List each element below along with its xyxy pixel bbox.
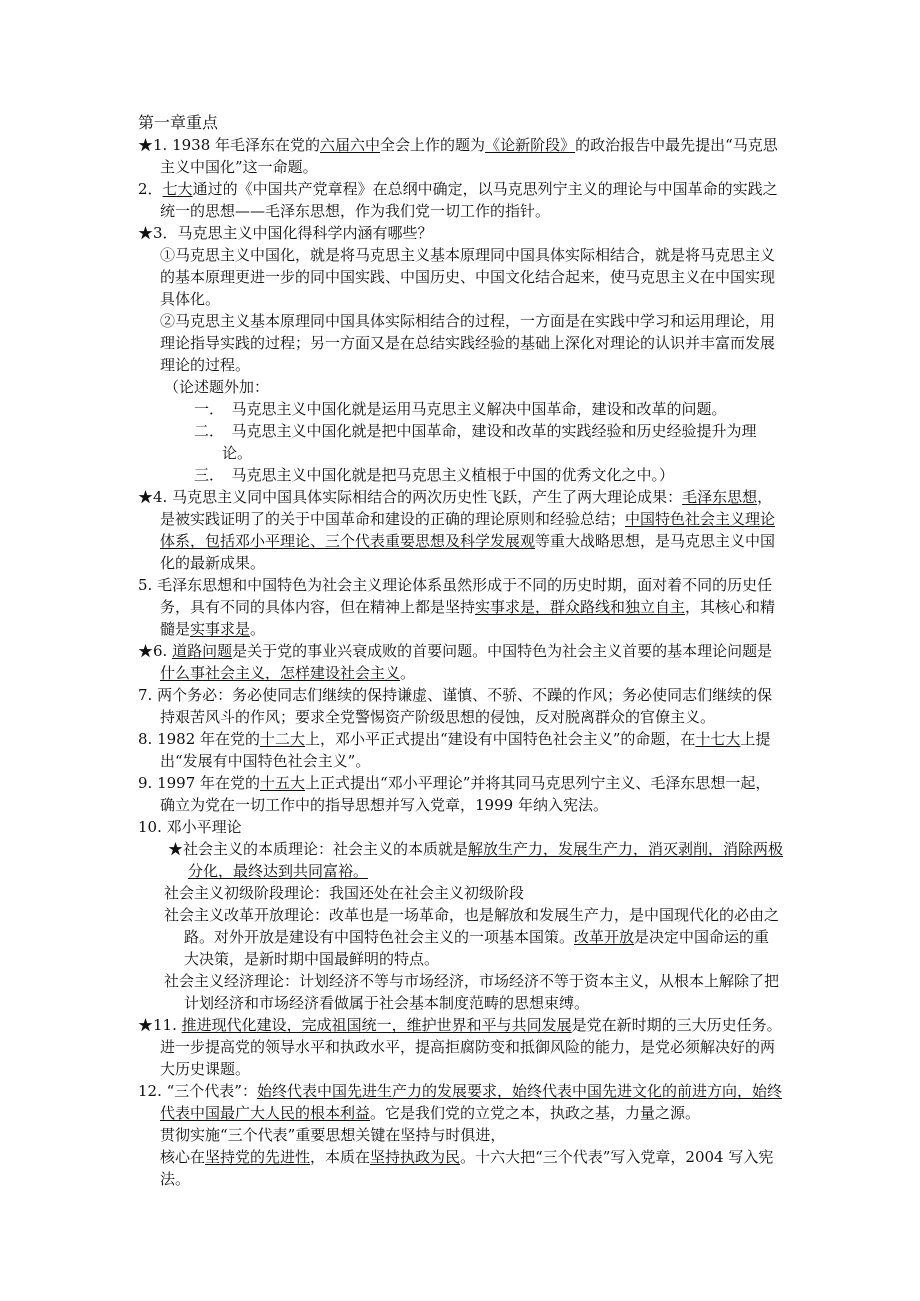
item-5: 5. 毛泽东思想和中国特色为社会主义理论体系虽然形成于不同的历史时期，面对着不同的历史任务，具有不同的具体内容，但在精神上都是坚持实事求是，群众路线和独立自主，其核心和精髓是实事求是。: [138, 576, 776, 638]
item-3-point-1: ①马克思主义中国化，就是将马克思主义基本原理同中国具体实际相结合，就是将马克思主义的基本原理更进一步的同中国实践、中国历史、中国文化结合起来，使马克思主义在中国实现具体化。: [160, 246, 776, 308]
item-9: 9. 1997 年在党的十五大上正式提出“邓小平理论”并将其同马克思列宁主义、毛泽东思想一起，确立为党在一切工作中的指导思想并写入党章，1999 年纳入宪法。: [138, 774, 771, 814]
item-3-point-2: ②马克思主义基本原理同中国具体实际相结合的过程，一方面是在实践中学习和运用理论，用理论指导实践的过程；另一方面又是在总结实践经验的基础上深化对理论的认识并丰富而发展理论的过程。: [160, 312, 776, 374]
document-body: [138, 112, 784, 1190]
item-12: 12. “三个代表”：始终代表中国先进生产力的发展要求，始终代表中国先进文化的前进方向，始终代表中国最广大人民的根本利益。它是我们党的立党之本，执政之基，力量之源。: [138, 1082, 782, 1122]
item-10-primary-stage-theory: 社会主义初级阶段理论：我国还处在社会主义初级阶段: [164, 884, 525, 902]
item-1: ★1. 1938 年毛泽东在党的六届六中全会上作的题为《论新阶段》的政治报告中最先提出“马克思主义中国化”这一命题。: [138, 136, 778, 176]
item-3-essay-b: 二． 马克思主义中国化就是把中国革命，建设和改革的实践经验和历史经验提升为理论。: [194, 422, 757, 462]
item-10-reform-theory: 社会主义改革开放理论：改革也是一场革命，也是解放和发展生产力，是中国现代化的必由之路。对外开放是建设有中国特色社会主义的一项基本国策。改革开放是决定中国命运的重大决策，是新时期中国最鲜明的特点。: [164, 906, 780, 968]
item-7: 7. 两个务必：务必使同志们继续的保持谦虚、谨慎、不骄、不躁的作风；务必使同志们继续的保持艰苦风斗的作风；要求全党警惕资产阶级思想的侵蚀，反对脱离群众的官僚主义。: [138, 686, 773, 726]
item-3-heading: ★3．马克思主义中国化得科学内涵有哪些？: [138, 224, 433, 242]
item-12-core: 核心在坚持党的先进性，本质在坚持执政为民。十六大把“三个代表”写入党章，2004 写入宪法。: [160, 1148, 774, 1188]
item-2: 2．七大通过的《中国共产党章程》在总纲中确定，以马克思列宁主义的理论与中国革命的实践之统一的思想——毛泽东思想，作为我们党一切工作的指针。: [138, 180, 778, 220]
item-4: ★4. 马克思主义同中国具体实际相结合的两次历史性飞跃，产生了两大理论成果：毛泽东思想，是被实践证明了的关于中国革命和建设的正确的理论原则和经验总结；中国特色社会主义理论体系，包括邓小平理论、三个代表重要思想及科学发展观等重大战略思想，是马克思主义中国化的最新成果。: [138, 488, 776, 572]
item-3-essay-a: 一． 马克思主义中国化就是运用马克思主义解决中国革命，建设和改革的问题。: [194, 400, 727, 418]
item-3-essay-note: （论述题外加：: [164, 378, 270, 396]
chapter-title: 第一章重点: [138, 113, 219, 132]
item-10-economy-theory: 社会主义经济理论：计划经济不等与市场经济，市场经济不等于资本主义，从根本上解除了把计划经济和市场经济看做属于社会基本制度范畴的思想束缚。: [164, 972, 780, 1012]
item-3-essay-c: 三． 马克思主义中国化就是把马克思主义植根于中国的优秀文化之中。）: [194, 466, 675, 484]
item-10-heading: 10. 邓小平理论: [138, 818, 242, 836]
item-11: ★11. 推进现代化建设，完成祖国统一，维护世界和平与共同发展是党在新时期的三大历史任务。进一步提高党的领导水平和执政水平，提高拒腐防变和抵御风险的能力，是党必须解决好的两大历史课题。: [138, 1016, 782, 1078]
item-6: ★6. 道路问题是关于党的事业兴衰成败的首要问题。中国特色为社会主义首要的基本理论问题是什么事社会主义，怎样建设社会主义。: [138, 642, 773, 682]
item-8: 8. 1982 年在党的十二大上，邓小平正式提出“建设有中国特色社会主义”的命题，在十七大上提出“发展有中国特色社会主义”。: [138, 730, 771, 770]
item-12-key: 贯彻实施“三个代表”重要思想关键在坚持与时俱进，: [160, 1126, 506, 1144]
item-10-essence-theory: ★社会主义的本质理论：社会主义的本质就是解放生产力，发展生产力，消灭剥削，消除两极分化，最终达到共同富裕。: [168, 840, 784, 880]
